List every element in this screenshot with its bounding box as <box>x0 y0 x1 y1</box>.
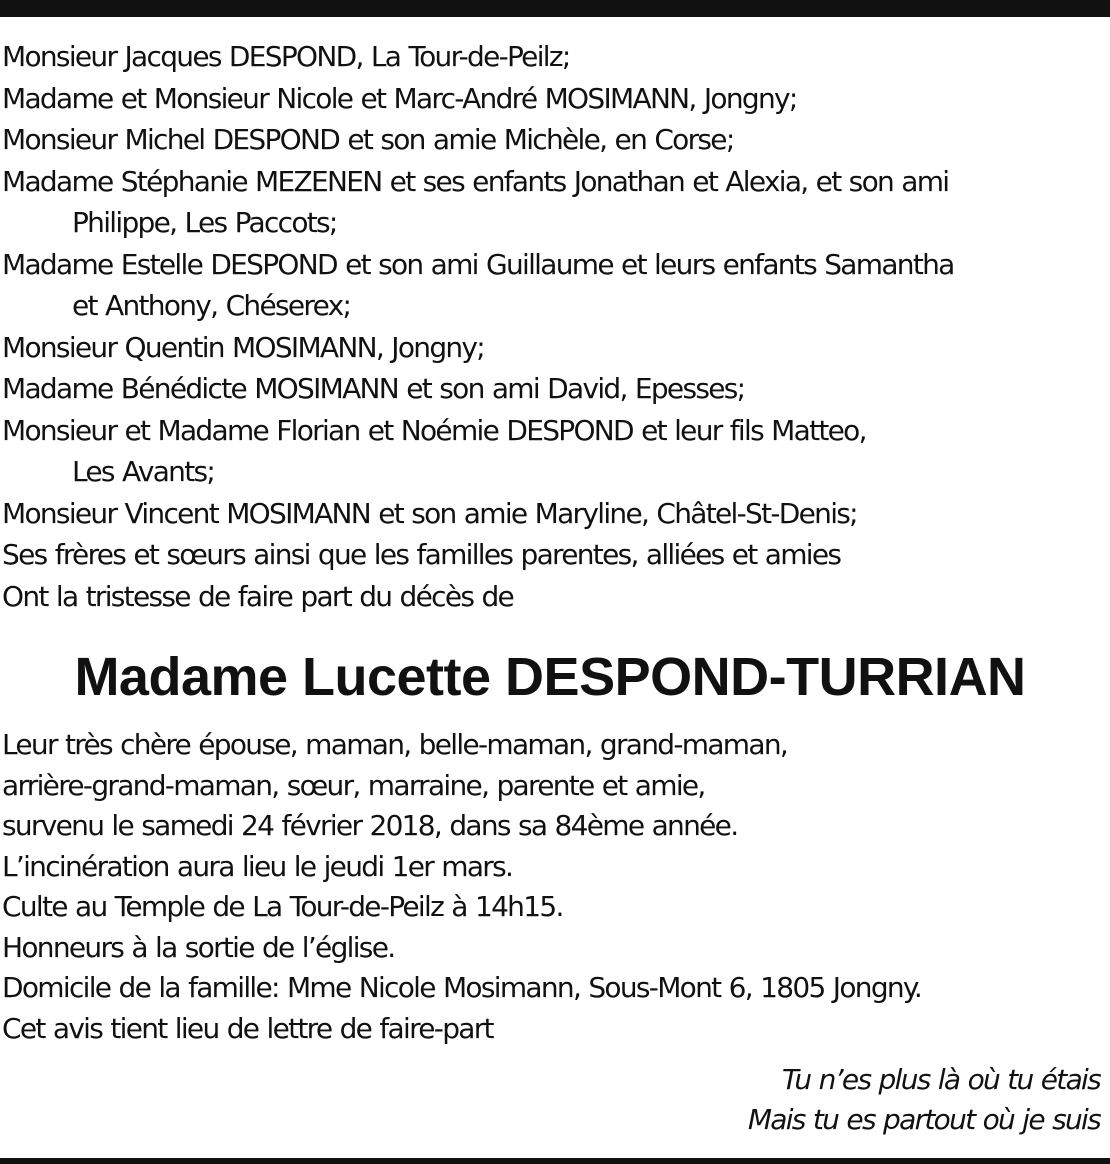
family-line-continuation: Les Avants; <box>72 455 215 488</box>
notice-body <box>2 725 1106 1049</box>
deceased-name: Madame Lucette DESPOND-TURRIAN <box>74 647 1026 707</box>
family-line: Monsieur Jacques DESPOND, La Tour-de-Peilz; <box>2 40 570 73</box>
top-rule <box>0 0 1110 17</box>
notice-line: Cet avis tient lieu de lettre de faire-part <box>2 1011 493 1045</box>
bottom-rule <box>0 1158 1110 1164</box>
family-line: Monsieur Michel DESPOND et son amie Michèle, en Corse; <box>2 123 734 156</box>
notice-line: Culte au Temple de La Tour-de-Peilz à 14h15. <box>2 890 563 923</box>
notice-line: Honneurs à la sortie de l’église. <box>2 930 395 964</box>
closing-quote <box>748 1060 1100 1140</box>
family-line: Monsieur Vincent MOSIMANN et son amie Maryline, Châtel-St-Denis; <box>2 496 857 530</box>
quote-line: Tu n’es plus là où tu étais <box>781 1063 1100 1096</box>
family-line: Madame et Monsieur Nicole et Marc-André MOSIMANN, Jongny; <box>2 81 797 115</box>
notice-line: L’incinération aura lieu le jeudi 1er mars. <box>2 849 513 883</box>
family-line: Madame Stéphanie MEZENEN et ses enfants Jonathan et Alexia, et son ami <box>2 164 949 198</box>
family-line: Ont la tristesse de faire part du décès de <box>2 579 514 613</box>
notice-line: Domicile de la famille: Mme Nicole Mosimann, Sous-Mont 6, 1805 Jongny. <box>2 971 922 1004</box>
family-list <box>2 36 1106 617</box>
family-line: Madame Estelle DESPOND et son ami Guillaume et leurs enfants Samantha <box>2 247 954 281</box>
notice-line: arrière-grand-maman, sœur, marraine, parente et amie, <box>2 768 705 802</box>
notice-line: Leur très chère épouse, maman, belle-maman, grand-maman, <box>2 728 788 761</box>
family-line-continuation: Philippe, Les Paccots; <box>72 206 337 239</box>
quote-line: Mais tu es partout où je suis <box>747 1103 1100 1136</box>
family-line-continuation: et Anthony, Chéserex; <box>72 289 351 322</box>
notice-line: survenu le samedi 24 février 2018, dans sa 84ème année. <box>2 809 738 842</box>
family-line: Madame Bénédicte MOSIMANN et son ami David, Epesses; <box>2 372 745 405</box>
family-line: Ses frères et sœurs ainsi que les familles parentes, alliées et amies <box>2 538 841 571</box>
family-line: Monsieur et Madame Florian et Noémie DESPOND et leur fils Matteo, <box>2 413 866 447</box>
family-line: Monsieur Quentin MOSIMANN, Jongny; <box>2 330 485 364</box>
